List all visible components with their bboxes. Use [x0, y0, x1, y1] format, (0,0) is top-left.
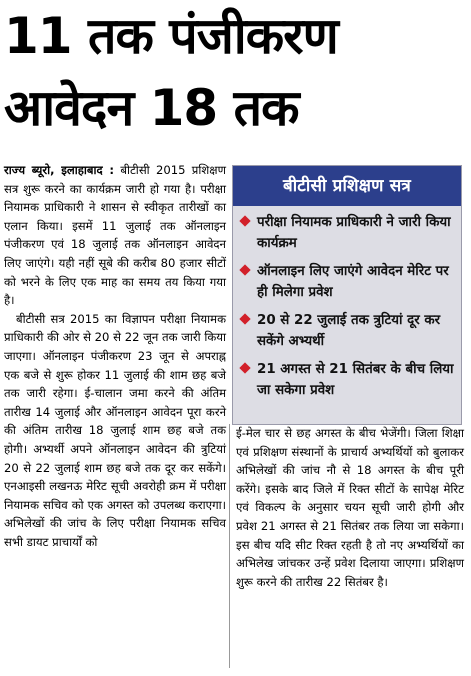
highlight-text: ऑनलाइन लिए जाएंगे आवेदन मेरिट पर ही मिलेगा प्रवेश [257, 264, 449, 300]
sidebar-title: बीटीसी प्रशिक्षण सत्र [233, 166, 461, 206]
headline-line-1: 11 तक पंजीकरण [4, 7, 338, 65]
highlight-text: 20 से 22 जुलाई तक त्रुटियां दूर कर सकेंगे अभ्यर्थी [257, 313, 441, 349]
article-left-column [4, 161, 226, 551]
article-paragraph-2: बीटीसी सत्र 2015 का विज्ञापन परीक्षा नियामक प्राधिकारी की ओर से 20 से 22 जून तक जारी किया जाएगा। ऑनलाइन पंजीकरण 23 जून से अपराह्न एक बजे से शुरू होकर 11 जुलाई की शाम छह बजे तक जारी रहेगा। ई-चालान जमा करने की अंतिम तारीख 14 जुलाई और ऑनलाइन आवेदन पूरा करने की अंतिम तारीख 18 जुलाई शाम छह बजे तक होगी। अभ्यर्थी अपने ऑनलाइन आवेदन की त्रुटियां 20 से 22 जुलाई शाम छह बजे तक दूर कर सकेंगे। एनआइसी लखनऊ मेरिट सूची अवरोही क्रम में परीक्षा नियामक सचिव को एक अगस्त को उपलब्ध कराएगा। अभिलेखों की जांच के लिए परीक्षा नियामक सचिव सभी डायट प्राचार्यों को [4, 311, 226, 549]
highlights-list [233, 206, 461, 401]
dateline: राज्य ब्यूरो, इलाहाबाद : [4, 163, 115, 177]
highlight-text: परीक्षा नियामक प्राधिकारी ने जारी किया कार्यक्रम [257, 215, 451, 251]
paragraph-1-text: बीटीसी 2015 प्रशिक्षण सत्र शुरू करने का कार्यक्रम जारी हो गया है। परीक्षा नियामक प्राधिकारी ने शासन से स्वीकृत तारीखों का एलान किया। इसमें 11 जुलाई तक ऑनलाइन पंजीकरण एवं 18 जुलाई तक ऑनलाइन आवेदन लिए जाएंगे। यही नहीं सूबे की करीब 80 हजार सीटों को भरने के लिए एक माह का समय तय किया गया है। [4, 163, 226, 308]
diamond-bullet-icon [239, 264, 250, 275]
highlight-item [241, 261, 455, 303]
diamond-bullet-icon [239, 215, 250, 226]
headline [4, 0, 467, 144]
article-right-column [236, 424, 464, 591]
diamond-bullet-icon [239, 313, 250, 324]
highlight-text: 21 अगस्त से 21 सितंबर के बीच लिया जा सकेगा प्रवेश [257, 362, 454, 398]
column-divider [229, 424, 230, 668]
highlight-item [241, 359, 455, 401]
headline-line-2: आवेदन 18 तक [4, 79, 299, 137]
article-paragraph-1 [4, 161, 226, 310]
sidebar-highlights-box [232, 165, 462, 425]
highlight-item [241, 212, 455, 254]
diamond-bullet-icon [239, 362, 250, 373]
article-paragraph-3: ई-मेल चार से छह अगस्त के बीच भेजेंगी। जिला शिक्षा एवं प्रशिक्षण संस्थानों के प्राचार्य अभ्यर्थियों को बुलाकर अभिलेखों की जांच नौ से 18 अगस्त के बीच पूरी करेंगे। इसके बाद जिले में रिक्त सीटों के सापेक्ष मेरिट एवं विकल्प के अनुसार चयन सूची जारी होगी और प्रवेश 21 अगस्त से 21 सितंबर तक लिया जा सकेगा। इस बीच यदि सीट रिक्त रहती है तो नए अभ्यर्थियों का अभिलेख जांचकर उन्हें प्रवेश दिलाया जाएगा। प्रशिक्षण शुरू करने की तारीख 22 सितंबर है। [236, 426, 464, 589]
highlight-item [241, 310, 455, 352]
